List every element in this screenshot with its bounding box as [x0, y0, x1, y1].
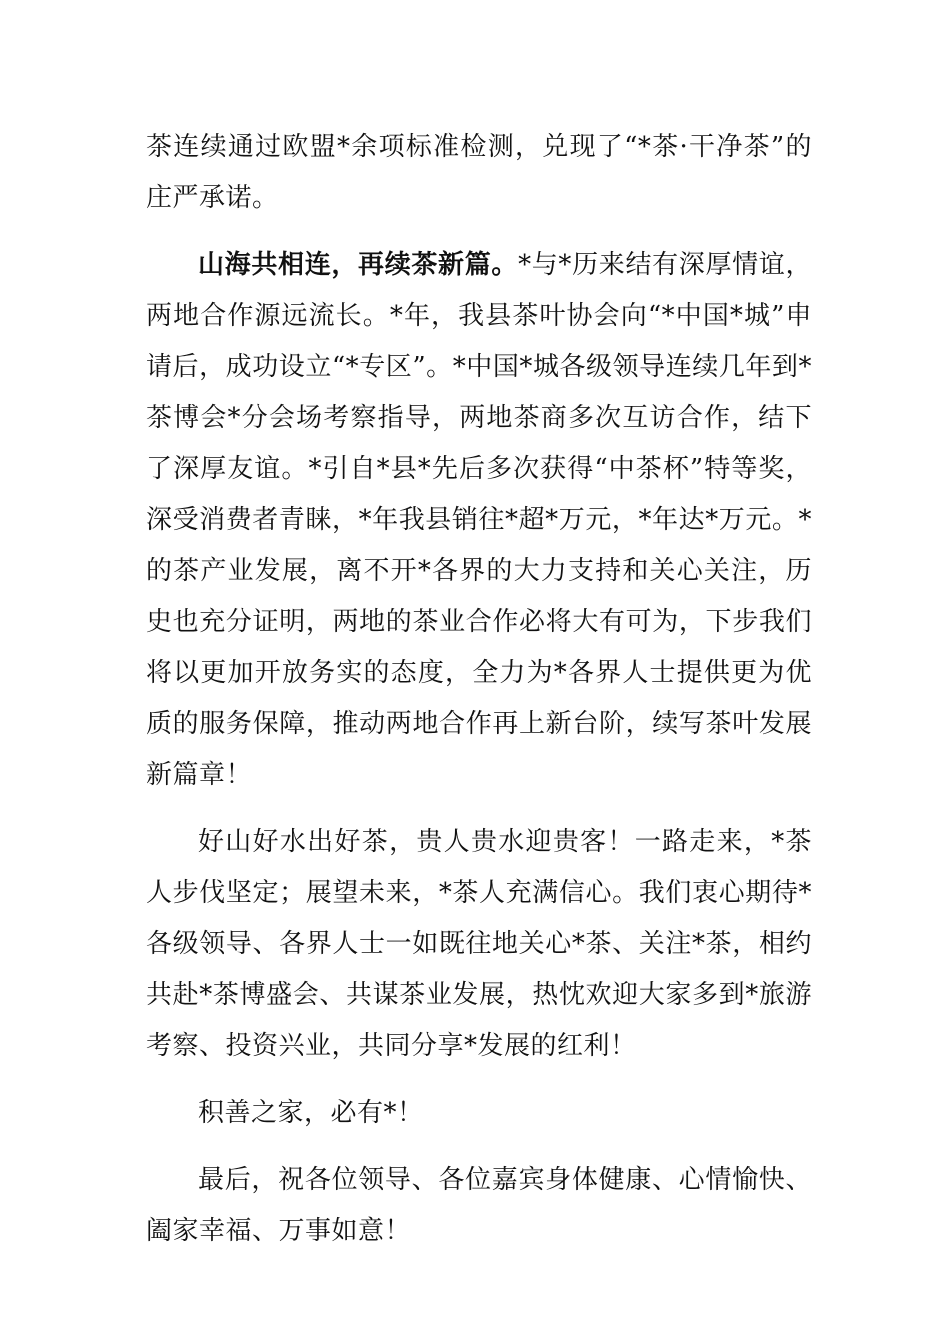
paragraph-3: 好山好水出好茶，贵人贵水迎贵客！一路走来，*茶人步伐坚定；展望未来，*茶人充满信心。我们衷心期待*各级领导、各界人士一如既往地关心*茶、关注*茶，相约共赴*茶博盛会、共谋茶业发展，热忱欢迎大家多到*旅游考察、投资兴业，共同分享*发展的红利！ [146, 827, 812, 1061]
paragraph-4: 积善之家，必有*！ [198, 1098, 424, 1128]
paragraph-5: 最后，祝各位领导、各位嘉宾身体健康、心情愉快、阖家幸福、万事如意！ [146, 1165, 812, 1246]
paragraph-2-lead: 山海共相连，再续茶新篇。 [198, 250, 519, 280]
paragraph-2 [146, 240, 812, 801]
document-body [146, 122, 812, 1257]
paragraph-1: 茶连续通过欧盟*余项标准检测，兑现了“*茶·干净茶”的庄严承诺。 [146, 132, 812, 213]
paragraph-2-body: *与*历来结有深厚情谊，两地合作源远流长。*年，我县茶叶协会向“*中国*城”申请后，成功设立“*专区”。*中国*城各级领导连续几年到*茶博会*分会场考察指导，两地茶商多次互访合作，结下了深厚友谊。*引自*县*先后多次获得“中茶杯”特等奖，深受消费者青睐，*年我县销往*超*万元，*年达*万元。*的茶产业发展，离不开*各界的大力支持和关心关注，历史也充分证明，两地的茶业合作必将大有可为，下步我们将以更加开放务实的态度，全力为*各界人士提供更为优质的服务保障，推动两地合作再上新台阶，续写茶叶发展新篇章！ [146, 250, 812, 790]
